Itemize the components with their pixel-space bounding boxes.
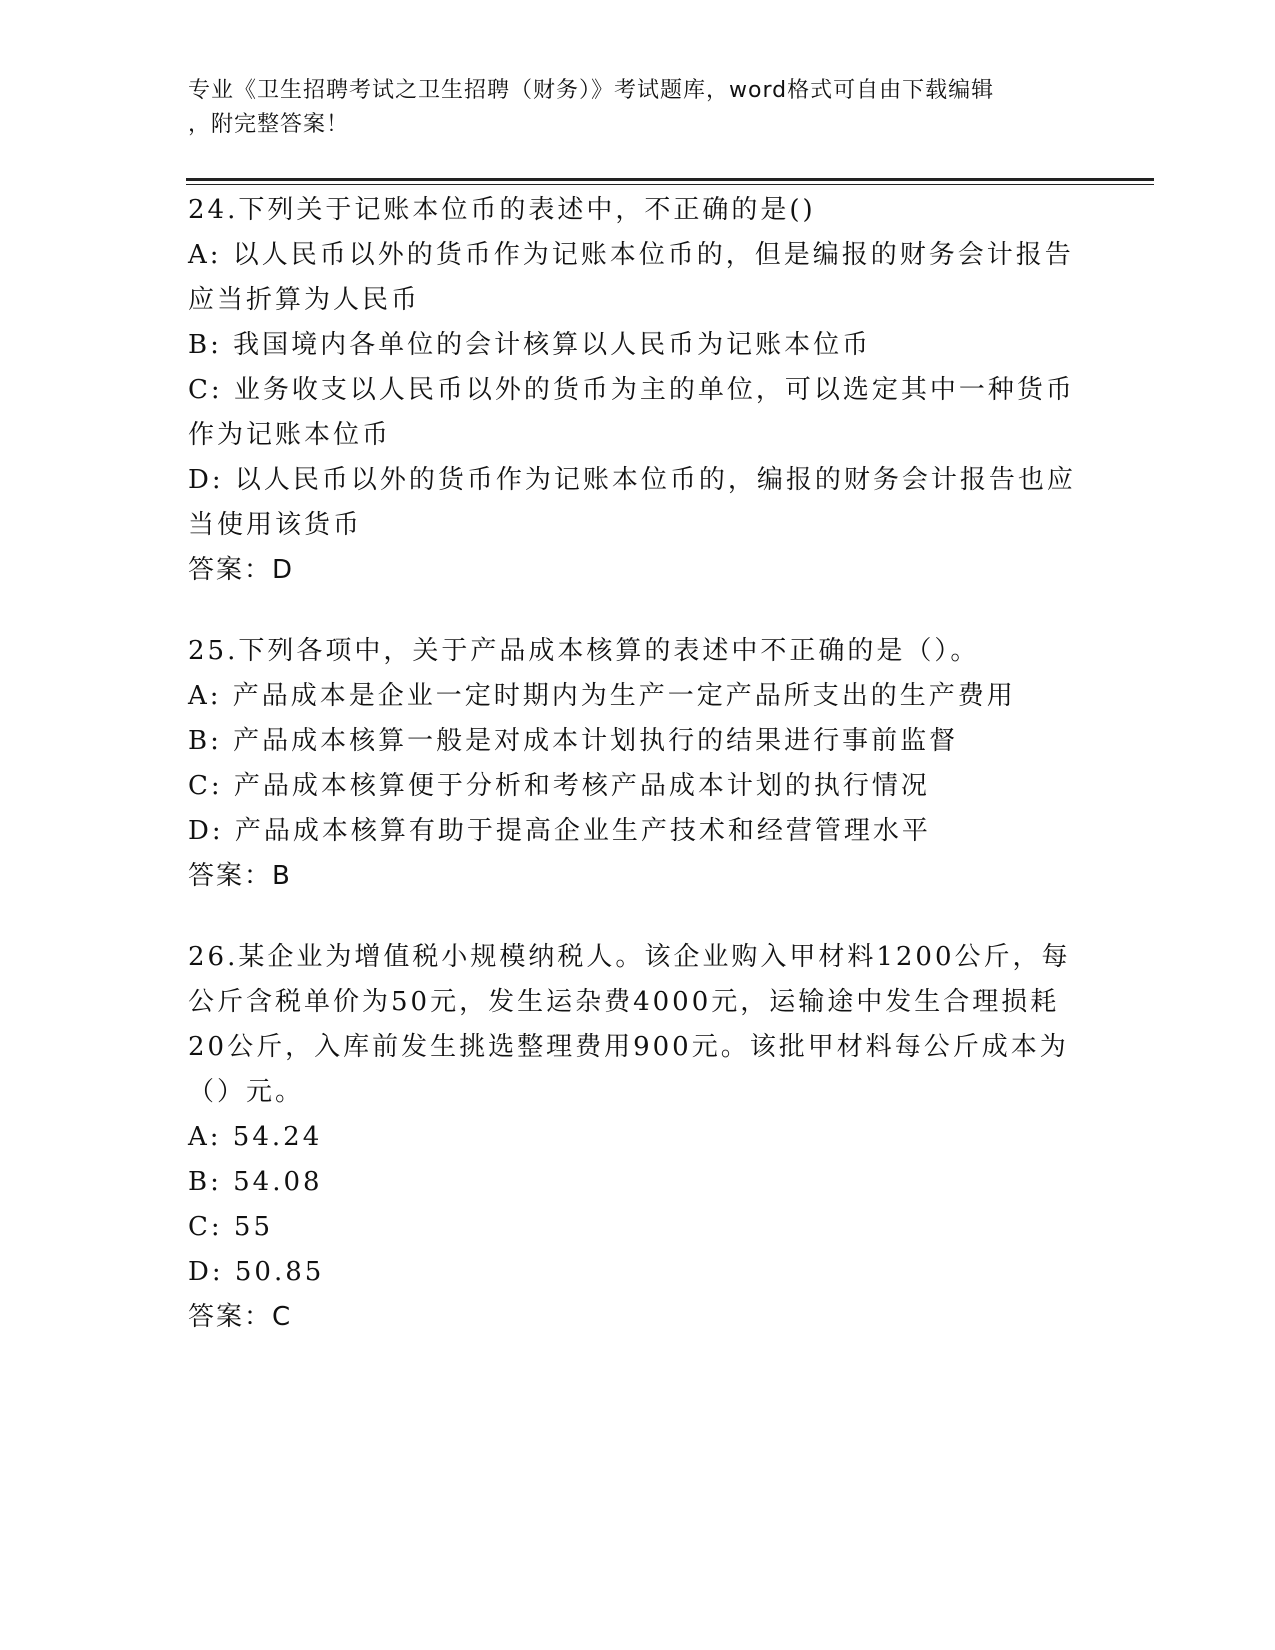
question-25 — [188, 629, 1088, 899]
question-stem: 24.下列关于记账本位币的表述中，不正确的是() — [188, 195, 816, 225]
option-line: B: 我国境内各单位的会计核算以人民币为记账本位币 — [188, 330, 872, 360]
answer-line: 答案：D — [188, 555, 295, 585]
question-stem: 公斤含税单价为50元，发生运杂费4000元，运输途中发生合理损耗 — [188, 987, 1060, 1017]
document-header — [188, 74, 1068, 142]
option-line: B: 54.08 — [188, 1167, 323, 1197]
question-26 — [188, 935, 1088, 1340]
option-line: C: 业务收支以人民币以外的货币为主的单位，可以选定其中一种货币 — [188, 375, 1075, 405]
question-stem: （）元。 — [188, 1077, 305, 1107]
question-stem: 25.下列各项中，关于产品成本核算的表述中不正确的是（）。 — [188, 636, 980, 666]
option-line: B: 产品成本核算一般是对成本计划执行的结果进行事前监督 — [188, 726, 959, 756]
header-divider-thin — [186, 184, 1154, 185]
option-line: A: 产品成本是企业一定时期内为生产一定产品所支出的生产费用 — [188, 681, 1016, 711]
option-line: D: 50.85 — [188, 1257, 325, 1287]
header-divider-thick — [186, 178, 1154, 181]
header-title-line-2: ，附完整答案！ — [188, 112, 350, 137]
option-line: D: 以人民币以外的货币作为记账本位币的，编报的财务会计报告也应 — [188, 465, 1076, 495]
option-line: 应当折算为人民币 — [188, 285, 421, 315]
answer-line: 答案：C — [188, 1302, 293, 1332]
question-stem: 20公斤，入库前发生挑选整理费用900元。该批甲材料每公斤成本为 — [188, 1032, 1069, 1062]
option-line: C: 55 — [188, 1212, 274, 1242]
option-line: A: 以人民币以外的货币作为记账本位币的，但是编报的财务会计报告 — [188, 240, 1074, 270]
question-24 — [188, 188, 1088, 593]
answer-line: 答案：B — [188, 861, 292, 891]
question-list — [188, 188, 1088, 1376]
option-line: 作为记账本位币 — [188, 420, 392, 450]
header-title-line-1: 专业《卫生招聘考试之卫生招聘（财务）》考试题库，word格式可自由下载编辑 — [188, 78, 995, 103]
option-line: 当使用该货币 — [188, 510, 363, 540]
option-line: C: 产品成本核算便于分析和考核产品成本计划的执行情况 — [188, 771, 930, 801]
option-line: A: 54.24 — [188, 1122, 323, 1152]
option-line: D: 产品成本核算有助于提高企业生产技术和经营管理水平 — [188, 816, 931, 846]
question-stem: 26.某企业为增值税小规模纳税人。该企业购入甲材料1200公斤，每 — [188, 942, 1071, 972]
